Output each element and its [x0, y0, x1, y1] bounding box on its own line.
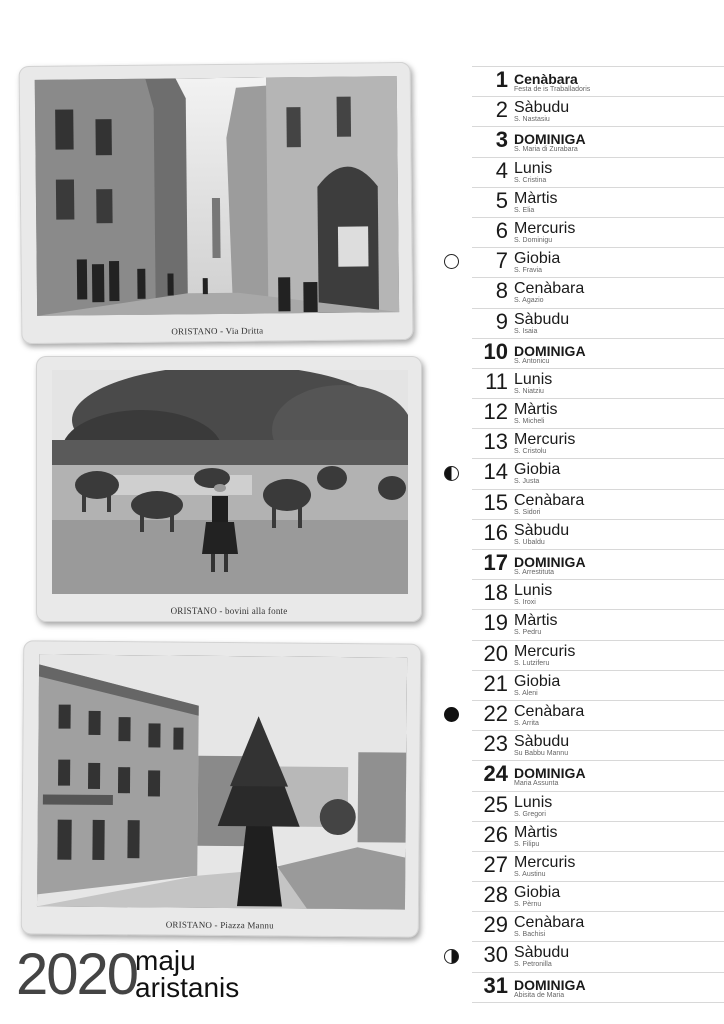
day-list	[472, 66, 724, 1003]
day-number: 9	[495, 308, 508, 334]
saint-name: S. Sidori	[514, 508, 541, 516]
day-row	[472, 308, 724, 338]
saint-name: S. Cristolu	[514, 448, 547, 456]
saint-name: Maria Assunta	[514, 780, 559, 788]
photo-bovini	[52, 370, 408, 594]
weekday-name: Màrtis	[514, 823, 558, 841]
weekday-name: Mercuris	[514, 853, 576, 871]
day-number: 12	[483, 399, 508, 425]
moon-phase-full-icon	[444, 254, 459, 269]
weekday-name: Cenàbara	[514, 914, 585, 932]
saint-name: S. Aleni	[514, 689, 538, 697]
weekday-name: Lunis	[514, 582, 553, 600]
saint-name: Abisita de Maria	[514, 991, 565, 999]
photo-via-dritta	[35, 76, 399, 316]
calendar-title	[135, 945, 240, 1003]
saint-name: S. Micheli	[514, 418, 545, 426]
day-row	[472, 126, 724, 156]
day-row	[472, 941, 724, 971]
saint-name: S. Lutziferu	[514, 659, 550, 667]
day-number: 3	[495, 127, 508, 153]
weekday-name: Màrtis	[514, 401, 558, 419]
saint-name: S. Ubaldu	[514, 538, 545, 546]
weekday-name: Giobia	[514, 672, 561, 690]
day-number: 22	[483, 700, 508, 726]
day-row	[472, 791, 724, 821]
day-number: 14	[483, 459, 508, 485]
weekday-name: Màrtis	[514, 612, 558, 630]
weekday-name: Mercuris	[514, 642, 576, 660]
weekday-name: DOMINIGA	[514, 342, 586, 359]
day-row	[472, 489, 724, 519]
moon-phase-last-icon	[444, 466, 459, 481]
day-row	[472, 670, 724, 700]
photo-caption: ORISTANO - bovini alla fonte	[170, 606, 288, 616]
day-number: 15	[483, 489, 508, 515]
day-number: 26	[483, 821, 508, 847]
day-row	[472, 821, 724, 851]
saint-name: S. Agazio	[514, 297, 544, 305]
day-row	[472, 277, 724, 307]
saint-name: S. Cristina	[514, 176, 547, 184]
weekday-name: Giobia	[514, 250, 561, 268]
saint-name: S. Pedru	[514, 629, 542, 637]
weekday-name: Mercuris	[514, 431, 576, 449]
photo-caption: ORISTANO - Piazza Mannu	[165, 919, 274, 931]
weekday-name: Giobia	[514, 884, 561, 902]
moon-phase-first-icon	[444, 949, 459, 964]
day-row	[472, 428, 724, 458]
photo-frame-piazza-mannu	[21, 640, 422, 937]
weekday-name: Cenàbara	[514, 71, 578, 87]
day-row	[472, 519, 724, 549]
weekday-name: Sàbudu	[514, 99, 570, 117]
day-row	[472, 66, 724, 96]
day-number: 7	[495, 248, 508, 274]
day-row	[472, 398, 724, 428]
weekday-name: Cenàbara	[514, 702, 585, 720]
saint-name: S. Gregori	[514, 810, 546, 818]
weekday-name: Sàbudu	[514, 733, 570, 751]
saint-name: S. Nastasiu	[514, 116, 550, 124]
saint-name: S. Bachisi	[514, 931, 546, 939]
weekday-name: DOMINIGA	[514, 554, 586, 570]
saint-name: S. Arrestituta	[514, 569, 555, 576]
day-row	[472, 609, 724, 639]
day-row	[472, 368, 724, 398]
day-row	[472, 187, 724, 217]
saint-name: S. Filipu	[514, 840, 540, 848]
weekday-name: Sàbudu	[514, 944, 570, 962]
weekday-name: Sàbudu	[514, 521, 570, 539]
day-number: 8	[495, 278, 508, 304]
weekday-name: Sàbudu	[514, 310, 570, 328]
moon-phase-new-icon	[444, 707, 459, 722]
day-number: 11	[485, 368, 508, 394]
saint-name: S. Arrita	[514, 719, 539, 727]
photo-caption: ORISTANO - Via Dritta	[171, 325, 264, 337]
month-name: maju	[135, 945, 196, 976]
day-row	[472, 911, 724, 941]
town-name: aristanis	[135, 972, 240, 1003]
weekday-name: Giobia	[514, 461, 561, 479]
saint-name: S. Elia	[514, 206, 535, 214]
day-number: 19	[483, 610, 508, 636]
day-number: 23	[483, 731, 508, 757]
day-row	[472, 760, 724, 790]
day-number: 29	[483, 912, 508, 938]
saint-name: S. Antonicu	[514, 357, 550, 365]
weekday-name: Màrtis	[514, 189, 558, 207]
day-row	[472, 217, 724, 247]
day-row	[472, 458, 724, 488]
day-row	[472, 157, 724, 187]
day-number: 1	[495, 67, 508, 92]
saint-name: S. Fravia	[514, 267, 543, 275]
saint-name: S. Justa	[514, 478, 540, 486]
weekday-name: Cenàbara	[514, 491, 585, 509]
day-row	[472, 247, 724, 277]
day-number: 13	[483, 429, 508, 455]
saint-name: S. Iroxi	[514, 599, 536, 607]
photo-frame-via-dritta	[19, 62, 414, 344]
weekday-name: DOMINIGA	[514, 976, 586, 993]
day-row	[472, 549, 724, 579]
saint-name: S. Petronilla	[514, 961, 552, 969]
weekday-name: Lunis	[514, 370, 553, 388]
day-number: 18	[483, 580, 508, 606]
weekday-name: Lunis	[514, 793, 553, 811]
day-number: 17	[483, 550, 508, 575]
saint-name: S. Isaia	[514, 327, 538, 335]
day-row	[472, 730, 724, 760]
day-number: 25	[483, 791, 508, 817]
saint-name: S. Maria di Zurabara	[514, 146, 578, 154]
day-number: 27	[483, 851, 508, 877]
day-number: 4	[495, 157, 508, 183]
day-number: 5	[495, 187, 508, 213]
weekday-name: Mercuris	[514, 219, 576, 237]
day-row	[472, 700, 724, 730]
weekday-name: Lunis	[514, 159, 553, 177]
day-row	[472, 338, 724, 368]
day-number: 6	[495, 217, 508, 243]
photo-piazza-mannu	[37, 654, 407, 909]
day-row	[472, 96, 724, 126]
calendar-year: 2020	[16, 942, 138, 1007]
saint-name: S. Austinu	[514, 870, 546, 878]
day-number: 24	[483, 761, 508, 787]
day-number: 2	[495, 97, 508, 123]
day-row	[472, 881, 724, 911]
saint-name: S. Niatziu	[514, 387, 544, 395]
weekday-name: Cenàbara	[514, 280, 585, 298]
day-row	[472, 851, 724, 881]
day-row	[472, 972, 724, 1003]
day-number: 31	[483, 972, 508, 998]
day-number: 10	[483, 338, 508, 364]
saint-name: S. Pèrnu	[514, 901, 542, 909]
day-number: 30	[483, 942, 508, 968]
day-number: 16	[483, 519, 508, 545]
saint-name: Su Babbu Mannu	[514, 750, 569, 758]
saint-name: Festa de is Traballadoris	[514, 86, 591, 93]
day-number: 28	[483, 882, 508, 908]
day-row	[472, 640, 724, 670]
weekday-name: DOMINIGA	[514, 765, 586, 782]
photo-frame-bovini	[36, 356, 422, 622]
day-row	[472, 579, 724, 609]
saint-name: S. Dominigu	[514, 236, 553, 244]
weekday-name: DOMINIGA	[514, 131, 586, 148]
day-number: 20	[483, 640, 508, 666]
day-number: 21	[483, 670, 508, 696]
